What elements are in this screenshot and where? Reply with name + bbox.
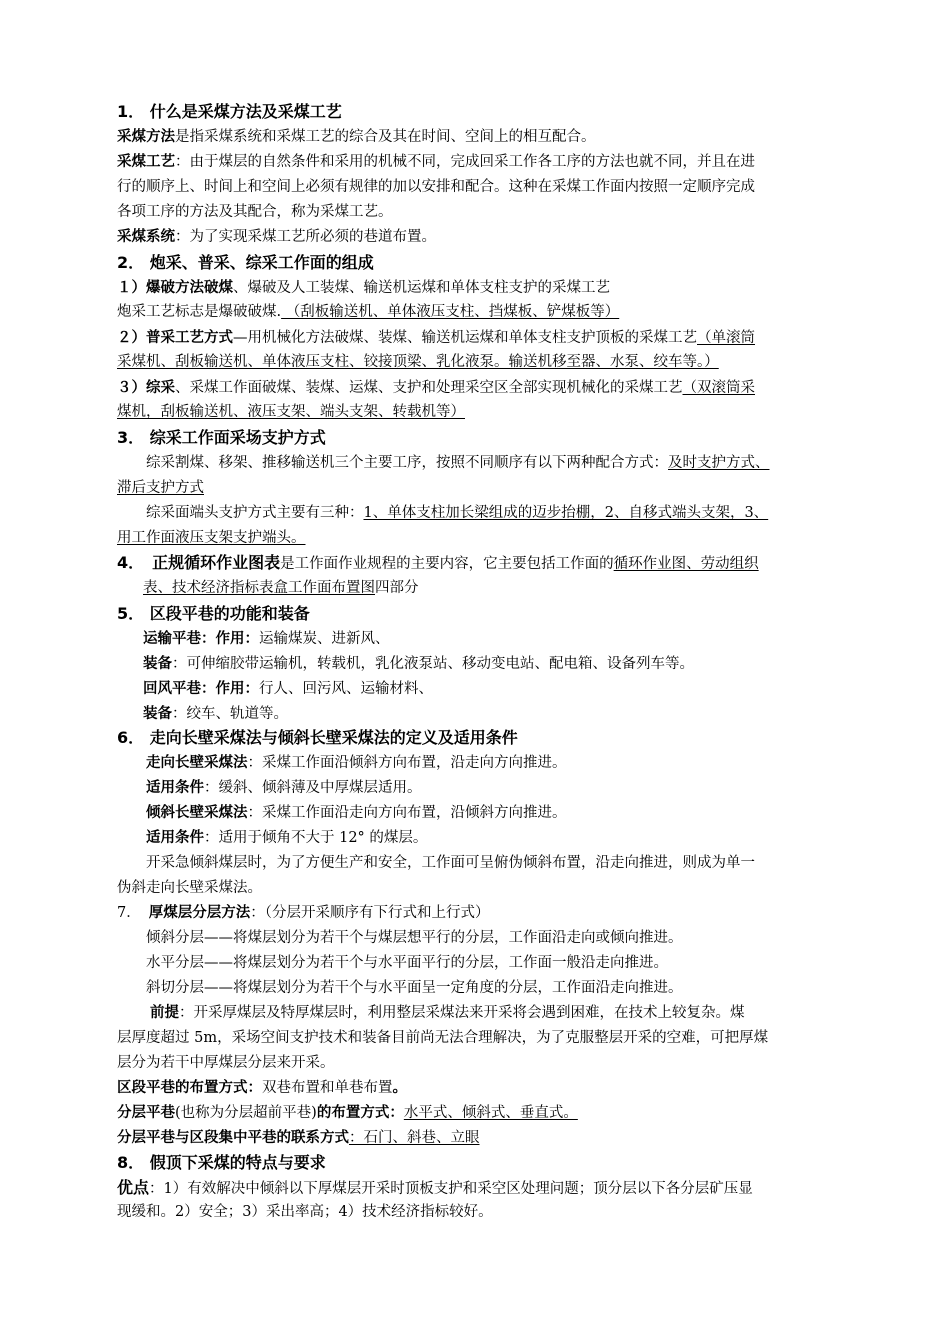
s2-item-3-line-1 — [117, 376, 755, 400]
section-6-heading: 6． 走向长壁采煤法与倾斜长壁采煤法的定义及适用条件 — [117, 728, 518, 747]
section-3-heading: 3． 综采工作面采场支护方式 — [117, 428, 326, 447]
s2-item-3-text: 、采煤工作面破煤、装煤、运煤、支护和处理采空区全部实现机械化的采煤工艺 — [175, 380, 683, 396]
section-2-heading: 2． 炮采、普采、综采工作面的组成 — [117, 253, 374, 272]
s4-text: 是工作面作业规程的主要内容，它主要包括工作面的 — [280, 556, 614, 572]
s7-premise-line-3: 层分为若干中厚煤层分层来开采。 — [117, 1055, 335, 1071]
s4-line-1 — [117, 551, 759, 575]
s4-term: 正规循环作业图表 — [152, 553, 281, 572]
s7-q2-values: 水平式、倾斜式、垂直式。 — [403, 1105, 578, 1121]
s1-method-def: 是指采煤系统和采煤工艺的综合及其在时间、空间上的相互配合。 — [175, 129, 596, 145]
s5-line-d — [143, 702, 288, 726]
s1-system-def: ：为了实现采煤工艺所必须的巷道布置。 — [175, 229, 436, 245]
s2-item-1-text-2: 炮采工艺标志是爆破破煤. — [117, 304, 282, 320]
s7-q2-term-2: 的布置方式： — [316, 1105, 404, 1121]
s7-line-1: 倾斜分层——将煤层划分为若干个与煤层想平行的分层，工作面沿走向或倾向推进。 — [146, 930, 683, 946]
s1-tech-line-1 — [117, 150, 755, 174]
s5-c-value: 行人、回污风、运输材料、 — [259, 681, 433, 697]
s7-q3-term: 分层平巷与区段集中平巷的联系方式 — [117, 1130, 349, 1146]
s6-b-value: ：缓斜、倾斜薄及中厚煤层适用。 — [204, 780, 422, 796]
s8-adv-line-1 — [117, 1176, 753, 1200]
s3-end-support-list: 1、单体支柱加长梁组成的迈步抬棚，2、自移式端头支架，3、 — [363, 505, 769, 521]
s1-system-term: 采煤系统 — [117, 229, 175, 245]
s5-d-value: ：绞车、轨道等。 — [172, 706, 288, 722]
s3-support-timely: 及时支护方式、 — [668, 455, 770, 471]
s7-q1-term: 区段平巷的布置方式： — [117, 1080, 262, 1096]
s6-a-value: ：采煤工作面沿倾斜方向布置，沿走向方向推进。 — [247, 755, 567, 771]
s3-line-1 — [146, 451, 770, 475]
s5-b-term: 装备 — [143, 656, 172, 672]
s7-line-2: 水平分层——将煤层划分为若干个与水平面平行的分层，工作面一般沿走向推进。 — [146, 955, 668, 971]
s2-item-2-line-1 — [117, 326, 755, 350]
s5-a-value: 运输煤炭、进新风、 — [259, 631, 390, 647]
s6-b-term: 适用条件 — [146, 780, 204, 796]
s7-q1-end: 。 — [392, 1080, 407, 1096]
s1-system-line — [117, 225, 436, 249]
s1-method-line — [117, 125, 596, 149]
s3-text-1: 综采割煤、移架、推移输送机三个主要工序，按照不同顺序有以下两种配合方式： — [146, 455, 668, 471]
s7-line-3: 斜切分层——将煤层划分为若干个与水平面呈一定角度的分层，工作面沿走向推进。 — [146, 980, 683, 996]
s6-line-b — [146, 776, 422, 800]
s7-premise-line-2: 层厚度超过 5m，采场空间支护技术和装备目前尚无法合理解决，为了克服整层开采的空难，可把厚煤 — [117, 1030, 769, 1046]
s4-items-2: 表、技术经济指标表盒工作面布置图 — [143, 580, 375, 596]
s6-d-value: ：适用于倾角不大于 12° 的煤层。 — [204, 830, 428, 846]
s2-item-2-equipment-start: （单滚筒 — [697, 330, 755, 346]
s5-line-c — [143, 677, 433, 701]
s7-premise-text: ：开采厚煤层及特厚煤层时，利用整层采煤法来开采将会遇到困难，在技术上较复杂。煤 — [179, 1005, 745, 1021]
s6-line-c — [146, 801, 567, 825]
s2-item-2-line-2: 采煤机、刮板输送机、单体液压支柱、铰接顶梁、乳化液泵。输送机移至器、水泵、绞车等。） — [117, 354, 719, 370]
s3-text-3: 综采面端头支护方式主要有三种： — [146, 505, 364, 521]
s4-items-1: 循环作业图、劳动组织 — [613, 556, 759, 572]
s2-item-3-line-2: 煤机，刮板输送机、液压支架、端头支架、转载机等） — [117, 404, 465, 420]
s6-a-term: 走向长壁采煤法 — [146, 755, 248, 771]
s4-line-2 — [143, 576, 419, 600]
s2-item-3-equipment-start: （双滚筒采 — [682, 380, 755, 396]
s7-q3-values: ：石门、斜巷、立眼 — [349, 1130, 480, 1146]
s7-q2-term: 分层平巷 — [117, 1105, 175, 1121]
s7-heading-line — [117, 901, 489, 925]
s5-b-value: ：可伸缩胶带运输机，转载机，乳化液泵站、移动变电站、配电箱、设备列车等。 — [172, 656, 694, 672]
s1-method-term: 采煤方法 — [117, 129, 175, 145]
section-1-heading: 1． 什么是采煤方法及采煤工艺 — [117, 102, 342, 121]
s6-line-a — [146, 751, 567, 775]
s3-end-support-list-2: 用工作面液压支架支护端头。 — [117, 530, 306, 546]
s2-item-1-line-1 — [117, 276, 610, 300]
s2-item-1-line-2 — [117, 300, 619, 324]
s2-item-2-term: ２）普采工艺方式 — [117, 330, 233, 346]
s5-d-term: 装备 — [143, 706, 172, 722]
s8-adv-term: 优点 — [117, 1178, 150, 1197]
s7-term: 厚煤层分层方法 — [148, 905, 251, 921]
s7-q1-value: 双巷布置和单巷布置 — [262, 1080, 393, 1096]
s6-line-d — [146, 826, 427, 850]
s8-adv-text: ：1）有效解决中倾斜以下厚煤层开采时顶板支护和采空区处理问题；顶分层以下各分层矿压显 — [149, 1181, 753, 1197]
s7-q2-line — [117, 1101, 578, 1125]
s6-c-term: 倾斜长壁采煤法 — [146, 805, 248, 821]
s7-q2-mid: (也称为分层超前平巷) — [175, 1105, 317, 1121]
s8-adv-line-2: 现缓和。2）安全；3）采出率高；4）技术经济指标较好。 — [117, 1204, 493, 1220]
s6-d-term: 适用条件 — [146, 830, 204, 846]
s6-c-value: ：采煤工作面沿走向方向布置，沿倾斜方向推进。 — [247, 805, 567, 821]
s2-item-1-equipment: （刮板输送机、单体液压支柱、挡煤板、铲煤板等） — [281, 304, 620, 320]
s2-item-2-text: —用机械化方法破煤、装煤、输送机运煤和单体支柱支护顶板的采煤工艺 — [233, 330, 697, 346]
s7-q1-line — [117, 1076, 407, 1100]
s7-text: ：（分层开采顺序有下行式和上行式） — [250, 905, 490, 921]
section-5-heading: 5． 区段平巷的功能和装备 — [117, 604, 310, 623]
s5-line-b — [143, 652, 694, 676]
s1-tech-term: 采煤工艺 — [117, 154, 175, 170]
s3-support-delayed: 滞后支护方式 — [117, 480, 204, 496]
s1-tech-text-1: ：由于煤层的自然条件和采用的机械不同，完成回采工作各工序的方法也就不同，并且在进 — [175, 154, 755, 170]
s2-item-1-term: １）爆破方法破煤 — [117, 280, 233, 296]
section-8-heading: 8． 假顶下采煤的特点与要求 — [117, 1153, 326, 1172]
s4-number: 4． — [117, 553, 145, 572]
s5-c-term: 回风平巷：作用： — [143, 681, 259, 697]
s4-text-2: 四部分 — [375, 580, 419, 596]
s1-tech-line-3: 各项工序的方法及其配合，称为采煤工艺。 — [117, 204, 393, 220]
s6-line-e1: 开采急倾斜煤层时，为了方便生产和安全，工作面可呈俯伪倾斜布置，沿走向推进，则成为单一 — [146, 855, 755, 871]
s3-line-3 — [146, 501, 768, 525]
s7-q3-line — [117, 1126, 480, 1150]
s6-line-e2: 伪斜走向长壁采煤法。 — [117, 880, 262, 896]
s2-item-3-term: ３）综采 — [117, 380, 175, 396]
s7-premise-term: 前提 — [150, 1005, 179, 1021]
s1-tech-line-2: 行的顺序上、时间上和空间上必须有规律的加以安排和配合。这种在采煤工作面内按照一定顺序完成 — [117, 179, 755, 195]
s7-number: 7． — [117, 905, 141, 921]
s7-premise-line-1 — [150, 1001, 745, 1025]
s5-a-term: 运输平巷：作用： — [143, 631, 259, 647]
s5-line-a — [143, 627, 390, 651]
s2-item-1-text: 、爆破及人工装煤、输送机运煤和单体支柱支护的采煤工艺 — [233, 280, 610, 296]
